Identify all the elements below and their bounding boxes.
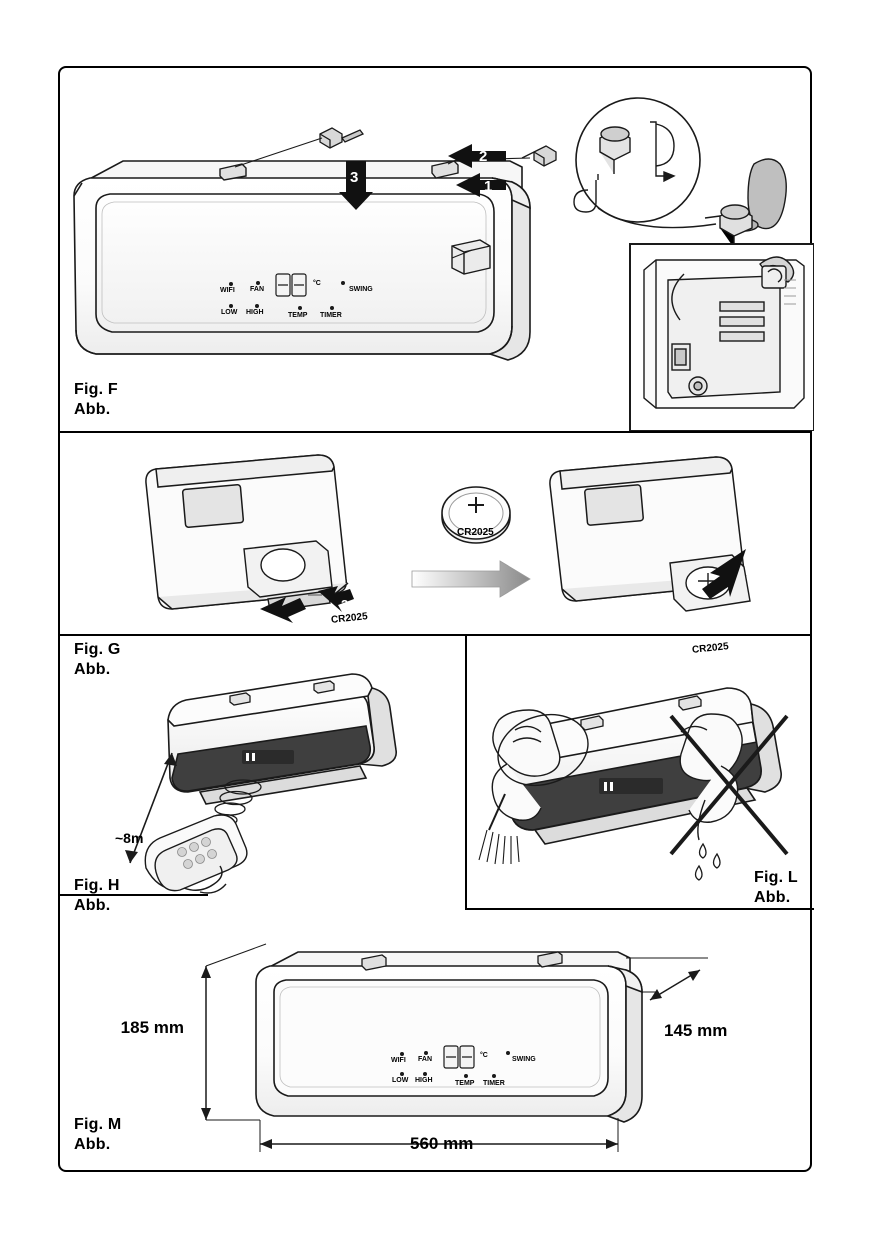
fig-f-callout-3: 3	[350, 169, 359, 186]
fig-m-label-line1: Fig. M	[74, 1116, 122, 1133]
fig-f-label-timer: TIMER	[320, 312, 342, 319]
fig-f-label-high: HIGH	[246, 309, 264, 316]
fig-g-tray-label-left: CR2025	[330, 611, 369, 626]
fig-m-label-unit: °C	[480, 1052, 488, 1059]
fig-g-label-line1: Fig. G	[74, 641, 121, 658]
fig-f-label-fan: FAN	[250, 286, 264, 293]
fig-f-label-line1: Fig. F	[74, 381, 118, 398]
fig-f-label-unit: °C	[313, 280, 321, 287]
fig-f-label-wifi: WIFI	[220, 287, 235, 294]
fig-m-label-high: HIGH	[415, 1077, 433, 1084]
fig-m-label-temp: TEMP	[455, 1080, 475, 1087]
fig-m-label-line2: Abb.	[74, 1136, 111, 1153]
fig-m-label	[74, 1115, 121, 1155]
fig-m-label-fan: FAN	[418, 1056, 432, 1063]
fig-m-label-swing: SWING	[512, 1056, 536, 1063]
fig-m-label-timer: TIMER	[483, 1080, 505, 1087]
fig-f-callout-1: 1	[484, 178, 493, 195]
fig-g-callout-2: 2	[341, 597, 349, 612]
fig-g-label-line2: Abb.	[74, 661, 111, 678]
fig-h-label-line1: Fig. H	[74, 877, 120, 894]
fig-m-height-dimension: 185 mm	[120, 1018, 184, 1037]
fig-h-distance-label: ~8m	[115, 830, 144, 846]
fig-h-label-line2: Abb.	[74, 897, 111, 914]
figures-frame	[58, 66, 812, 1172]
fig-g-battery-label: CR2025	[457, 527, 494, 538]
fig-f-label-temp: TEMP	[288, 312, 308, 319]
fig-f-label-low: LOW	[221, 309, 238, 316]
fig-g-illustration	[60, 431, 814, 634]
fig-m-depth-dimension: 145 mm	[664, 1021, 728, 1040]
fig-f-illustration	[60, 68, 814, 431]
fig-f-callout-2: 2	[479, 148, 488, 165]
fig-h-illustration	[60, 634, 465, 896]
fig-f-label-line2: Abb.	[74, 401, 111, 418]
fig-l-illustration	[465, 634, 814, 908]
fig-m-label-wifi: WIFI	[391, 1057, 406, 1064]
fig-l-label-line1: Fig. L	[754, 869, 798, 886]
fig-f-label-swing: SWING	[349, 286, 373, 293]
fig-l-label-line2: Abb.	[754, 889, 791, 906]
fig-m-label-low: LOW	[392, 1077, 409, 1084]
fig-g-tray-label-right2: CR2025	[691, 641, 730, 656]
fig-m-width-dimension: 560 mm	[410, 1134, 474, 1153]
fig-f-label	[74, 380, 118, 420]
